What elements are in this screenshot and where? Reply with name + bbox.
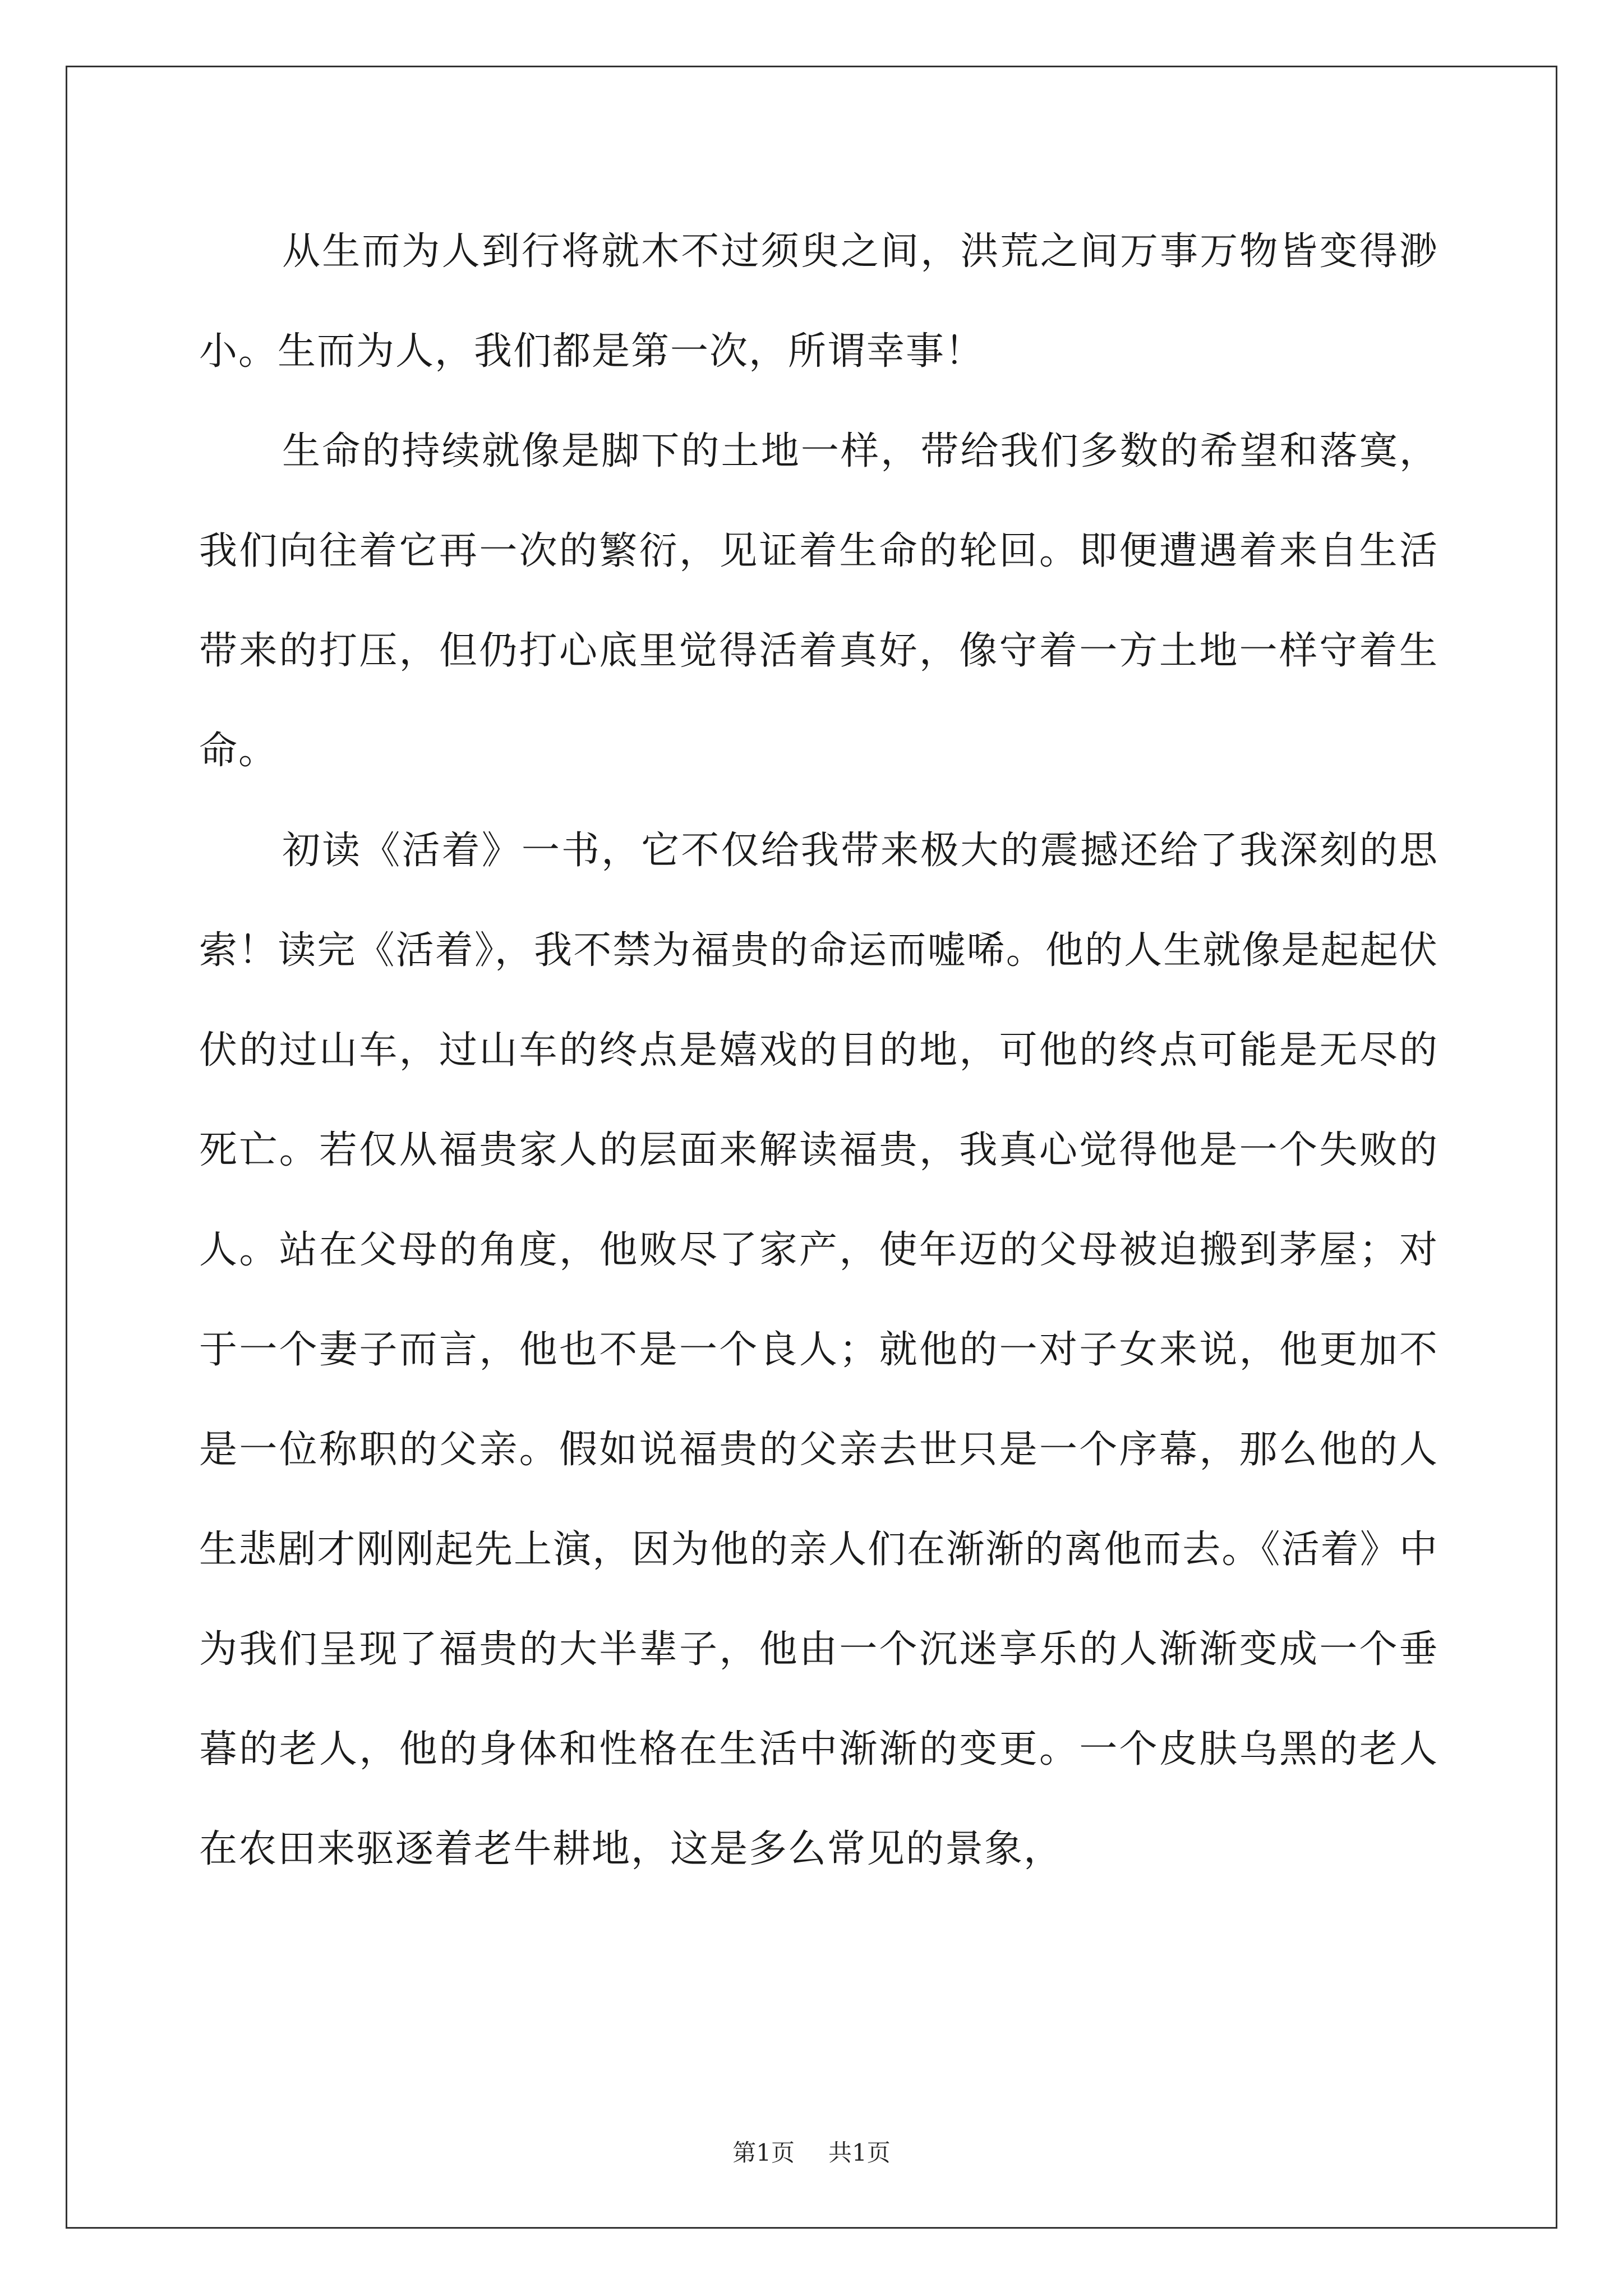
page-footer [0,2136,1623,2170]
paragraph: 生命的持续就像是脚下的土地一样，带给我们多数的希望和落寞，我们向往着它再一次的繁衍，见证着生命的轮回。即便遭遇着来自生活带来的打压，但仍打心底里觉得活着真好，像守着一方土地一样守着生命。 [199,429,1438,773]
page-number-total: 共1页 [828,2139,891,2166]
page-number-current: 第1页 [732,2139,795,2166]
paragraph: 初读《活着》一书，它不仅给我带来极大的震撼还给了我深刻的思索！读完《活着》，我不禁为福贵的命运而嘘唏。他的人生就像是起起伏伏的过山车，过山车的终点是嬉戏的目的地，可他的终点可能是无尽的死亡。若仅从福贵家人的层面来解读福贵，我真心觉得他是一个失败的人。站在父母的角度，他败尽了家产，使年迈的父母被迫搬到茅屋；对于一个妻子而言，他也不是一个良人；就他的一对子女来说，他更加不是一位称职的父亲。假如说福贵的父亲去世只是一个序幕，那么他的人生悲剧才刚刚起先上演，因为他的亲人们在渐渐的离他而去。《活着》中为我们呈现了福贵的大半辈子，他由一个沉迷享乐的人渐渐变成一个垂暮的老人，他的身体和性格在生活中渐渐的变更。一个皮肤乌黑的老人在农田来驱逐着老牛耕地，这是多么常见的景象， [199,829,1438,1871]
document-body [199,202,1438,1899]
paragraph: 从生而为人到行将就木不过须臾之间，洪荒之间万事万物皆变得渺小。生而为人，我们都是第一次，所谓幸事！ [199,229,1438,374]
